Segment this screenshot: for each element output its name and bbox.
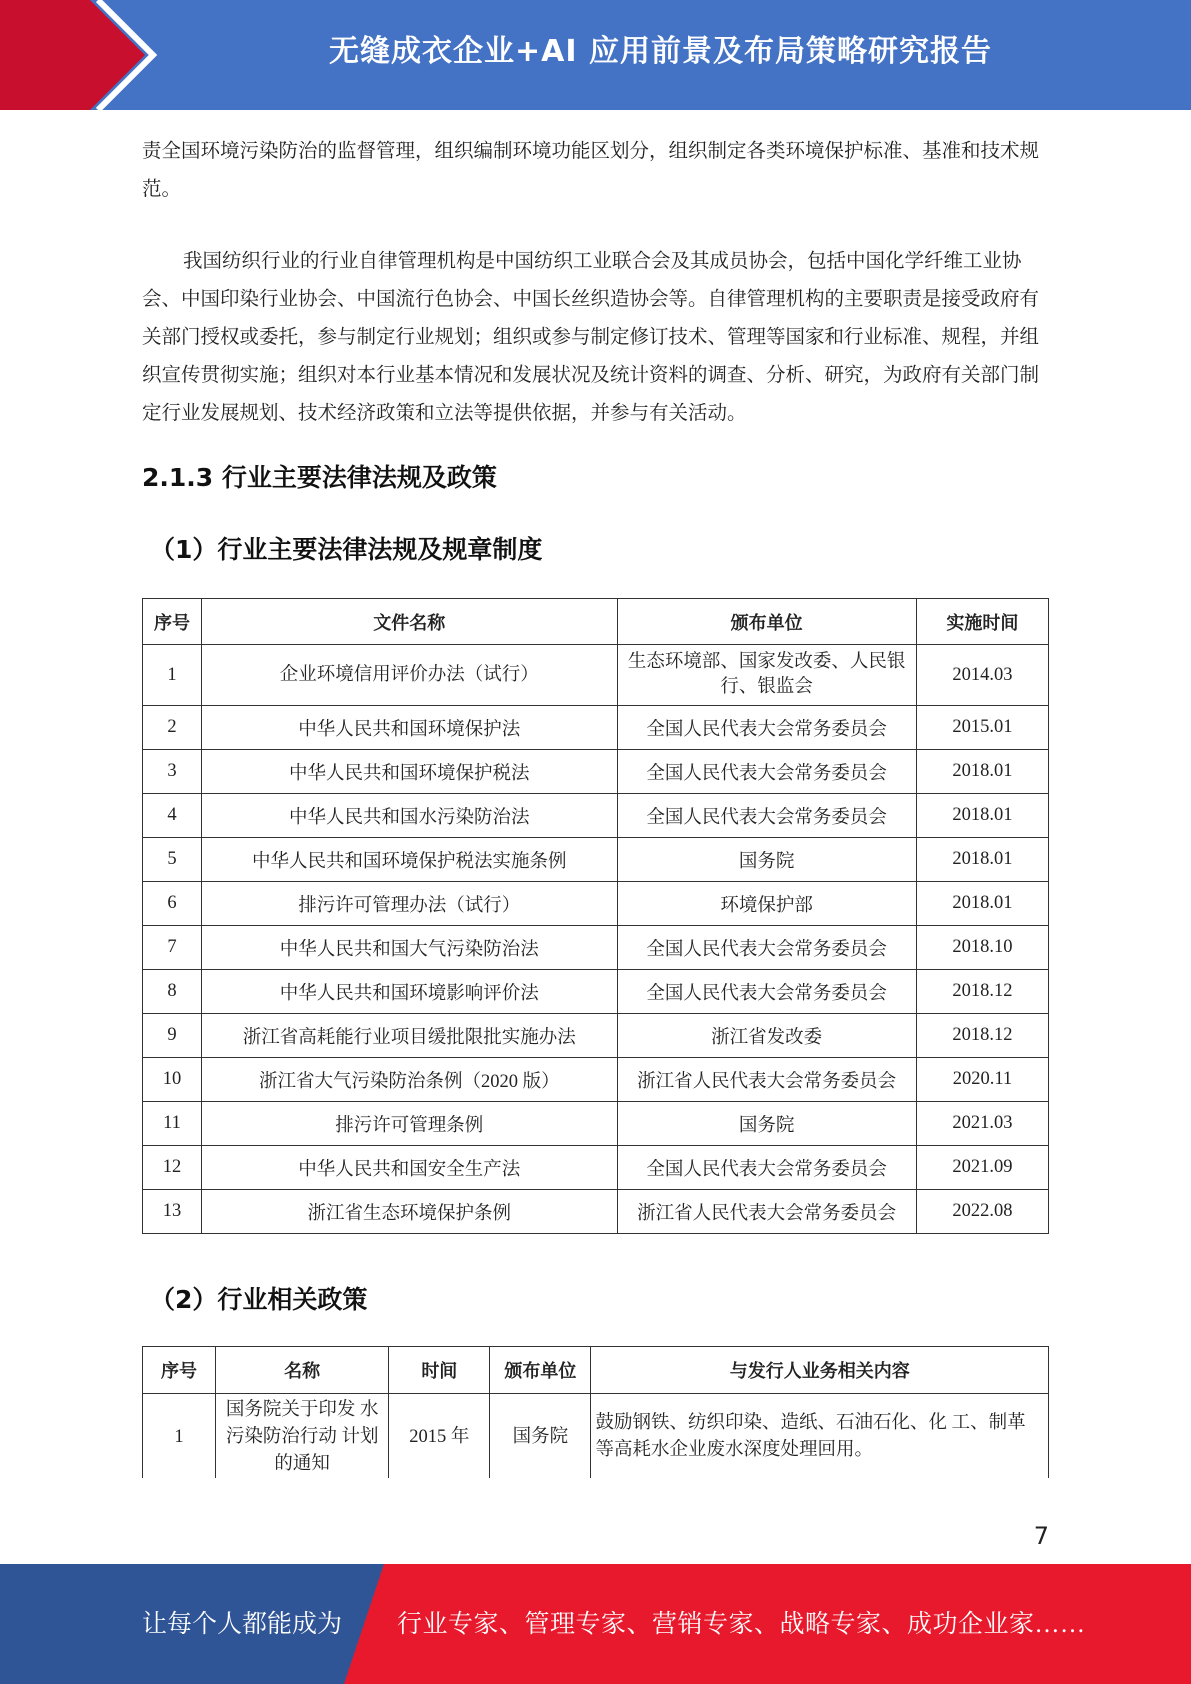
cell-index: 1 (143, 645, 202, 706)
table-row (143, 794, 1049, 838)
cell-issuer: 浙江省发改委 (617, 1014, 916, 1058)
cell-document-name: 企业环境信用评价办法（试行） (202, 645, 617, 706)
col-header-name: 名称 (216, 1347, 389, 1394)
cell-index: 9 (143, 1014, 202, 1058)
cell-index: 4 (143, 794, 202, 838)
col-header-content: 与发行人业务相关内容 (591, 1347, 1049, 1394)
cell-document-name: 排污许可管理条例 (202, 1102, 617, 1146)
table-row (143, 926, 1049, 970)
cell-index: 12 (143, 1146, 202, 1190)
cell-effective-date: 2018.01 (916, 750, 1048, 794)
cell-issuer: 全国人民代表大会常务委员会 (617, 970, 916, 1014)
cell-effective-date: 2018.10 (916, 926, 1048, 970)
cell-index: 10 (143, 1058, 202, 1102)
subheading-policies: （2）行业相关政策 (150, 1285, 368, 1314)
cell-document-name: 中华人民共和国安全生产法 (202, 1146, 617, 1190)
page-break-mask (0, 1478, 1191, 1488)
policies-table (142, 1346, 1049, 1481)
page-number: 7 (1033, 1522, 1049, 1550)
table-header-row (143, 599, 1049, 645)
table-row (143, 1146, 1049, 1190)
cell-document-name: 中华人民共和国环境保护法 (202, 706, 617, 750)
cell-effective-date: 2018.12 (916, 970, 1048, 1014)
cell-issuer: 全国人民代表大会常务委员会 (617, 750, 916, 794)
cell-issuer: 浙江省人民代表大会常务委员会 (617, 1058, 916, 1102)
table-row (143, 838, 1049, 882)
cell-effective-date: 2018.01 (916, 882, 1048, 926)
table-row (143, 970, 1049, 1014)
laws-table (142, 598, 1049, 1234)
subheading-laws: （1）行业主要法律法规及规章制度 (150, 535, 543, 564)
cell-index: 2 (143, 706, 202, 750)
cell-index: 13 (143, 1190, 202, 1234)
col-header-index: 序号 (143, 1347, 216, 1394)
cell-index: 5 (143, 838, 202, 882)
cell-document-name: 浙江省大气污染防治条例（2020 版） (202, 1058, 617, 1102)
report-title: 无缝成衣企业+AI 应用前景及布局策略研究报告 (329, 34, 992, 69)
cell-issuer: 全国人民代表大会常务委员会 (617, 1146, 916, 1190)
cell-document-name: 浙江省生态环境保护条例 (202, 1190, 617, 1234)
cell-document-name: 中华人民共和国环境影响评价法 (202, 970, 617, 1014)
table-header-row (143, 1347, 1049, 1394)
cell-policy-name: 国务院关于印发 水污染防治行动 计划的通知 (216, 1394, 389, 1481)
cell-issuer: 环境保护部 (617, 882, 916, 926)
cell-issuer: 生态环境部、国家发改委、人民银行、银监会 (617, 645, 916, 706)
cell-issuer: 全国人民代表大会常务委员会 (617, 706, 916, 750)
cell-index: 11 (143, 1102, 202, 1146)
header-arrow-decoration (0, 0, 160, 110)
cell-effective-date: 2018.01 (916, 838, 1048, 882)
cell-effective-date: 2018.12 (916, 1014, 1048, 1058)
table-row (143, 750, 1049, 794)
cell-effective-date: 2021.09 (916, 1146, 1048, 1190)
table-row (143, 1014, 1049, 1058)
cell-issuer: 国务院 (617, 838, 916, 882)
footer-slogan-right: 行业专家、管理专家、营销专家、战略专家、成功企业家…… (397, 1611, 1086, 1638)
cell-document-name: 浙江省高耗能行业项目缓批限批实施办法 (202, 1014, 617, 1058)
cell-index: 7 (143, 926, 202, 970)
cell-document-name: 中华人民共和国环境保护税法 (202, 750, 617, 794)
cell-content: 鼓励钢铁、纺织印染、造纸、石油石化、化 工、制革等高耗水企业废水深度处理回用。 (591, 1394, 1049, 1481)
col-header-time: 时间 (389, 1347, 490, 1394)
cell-effective-date: 2020.11 (916, 1058, 1048, 1102)
cell-issuer: 全国人民代表大会常务委员会 (617, 794, 916, 838)
table-row (143, 882, 1049, 926)
cell-issuer: 国务院 (490, 1394, 591, 1481)
col-header-issuer: 颁布单位 (617, 599, 916, 645)
cell-document-name: 中华人民共和国大气污染防治法 (202, 926, 617, 970)
cell-effective-date: 2014.03 (916, 645, 1048, 706)
col-header-issuer: 颁布单位 (490, 1347, 591, 1394)
cell-document-name: 排污许可管理办法（试行） (202, 882, 617, 926)
footer-slogan-left: 让每个人都能成为 (142, 1611, 343, 1638)
table-row (143, 1058, 1049, 1102)
table-row (143, 1394, 1049, 1481)
col-header-document: 文件名称 (202, 599, 617, 645)
table-row (143, 706, 1049, 750)
cell-index: 1 (143, 1394, 216, 1481)
cell-index: 6 (143, 882, 202, 926)
cell-effective-date: 2015.01 (916, 706, 1048, 750)
col-header-date: 实施时间 (916, 599, 1048, 645)
cell-document-name: 中华人民共和国水污染防治法 (202, 794, 617, 838)
col-header-index: 序号 (143, 599, 202, 645)
cell-issuer: 全国人民代表大会常务委员会 (617, 926, 916, 970)
page-header (0, 0, 1191, 110)
paragraph-self-regulation: 我国纺织行业的行业自律管理机构是中国纺织工业联合会及其成员协会，包括中国化学纤维工业协会、中国印染行业协会、中国流行色协会、中国长丝织造协会等。自律管理机构的主要职责是接受政府有关部门授权或委托，参与制定行业规划；组织或参与制定修订技术、管理等国家和行业标准、规程，并组织宣传贯彻实施；组织对本行业基本情况和发展状况及统计资料的调查、分析、研究，为政府有关部门制定行业发展规划、技术经济政策和立法等提供依据，并参与有关活动。 (142, 251, 1040, 424)
cell-time: 2015 年 (389, 1394, 490, 1481)
paragraph-continued: 责全国环境污染防治的监督管理，组织编制环境功能区划分，组织制定各类环境保护标准、基准和技术规范。 (142, 141, 1040, 200)
section-heading: 2.1.3 行业主要法律法规及政策 (142, 463, 497, 492)
table-row (143, 1102, 1049, 1146)
cell-effective-date: 2021.03 (916, 1102, 1048, 1146)
cell-issuer: 浙江省人民代表大会常务委员会 (617, 1190, 916, 1234)
cell-effective-date: 2018.01 (916, 794, 1048, 838)
cell-index: 3 (143, 750, 202, 794)
cell-index: 8 (143, 970, 202, 1014)
table-row (143, 1190, 1049, 1234)
page-footer (0, 1564, 1191, 1684)
table-row (143, 645, 1049, 706)
cell-issuer: 国务院 (617, 1102, 916, 1146)
cell-effective-date: 2022.08 (916, 1190, 1048, 1234)
cell-document-name: 中华人民共和国环境保护税法实施条例 (202, 838, 617, 882)
